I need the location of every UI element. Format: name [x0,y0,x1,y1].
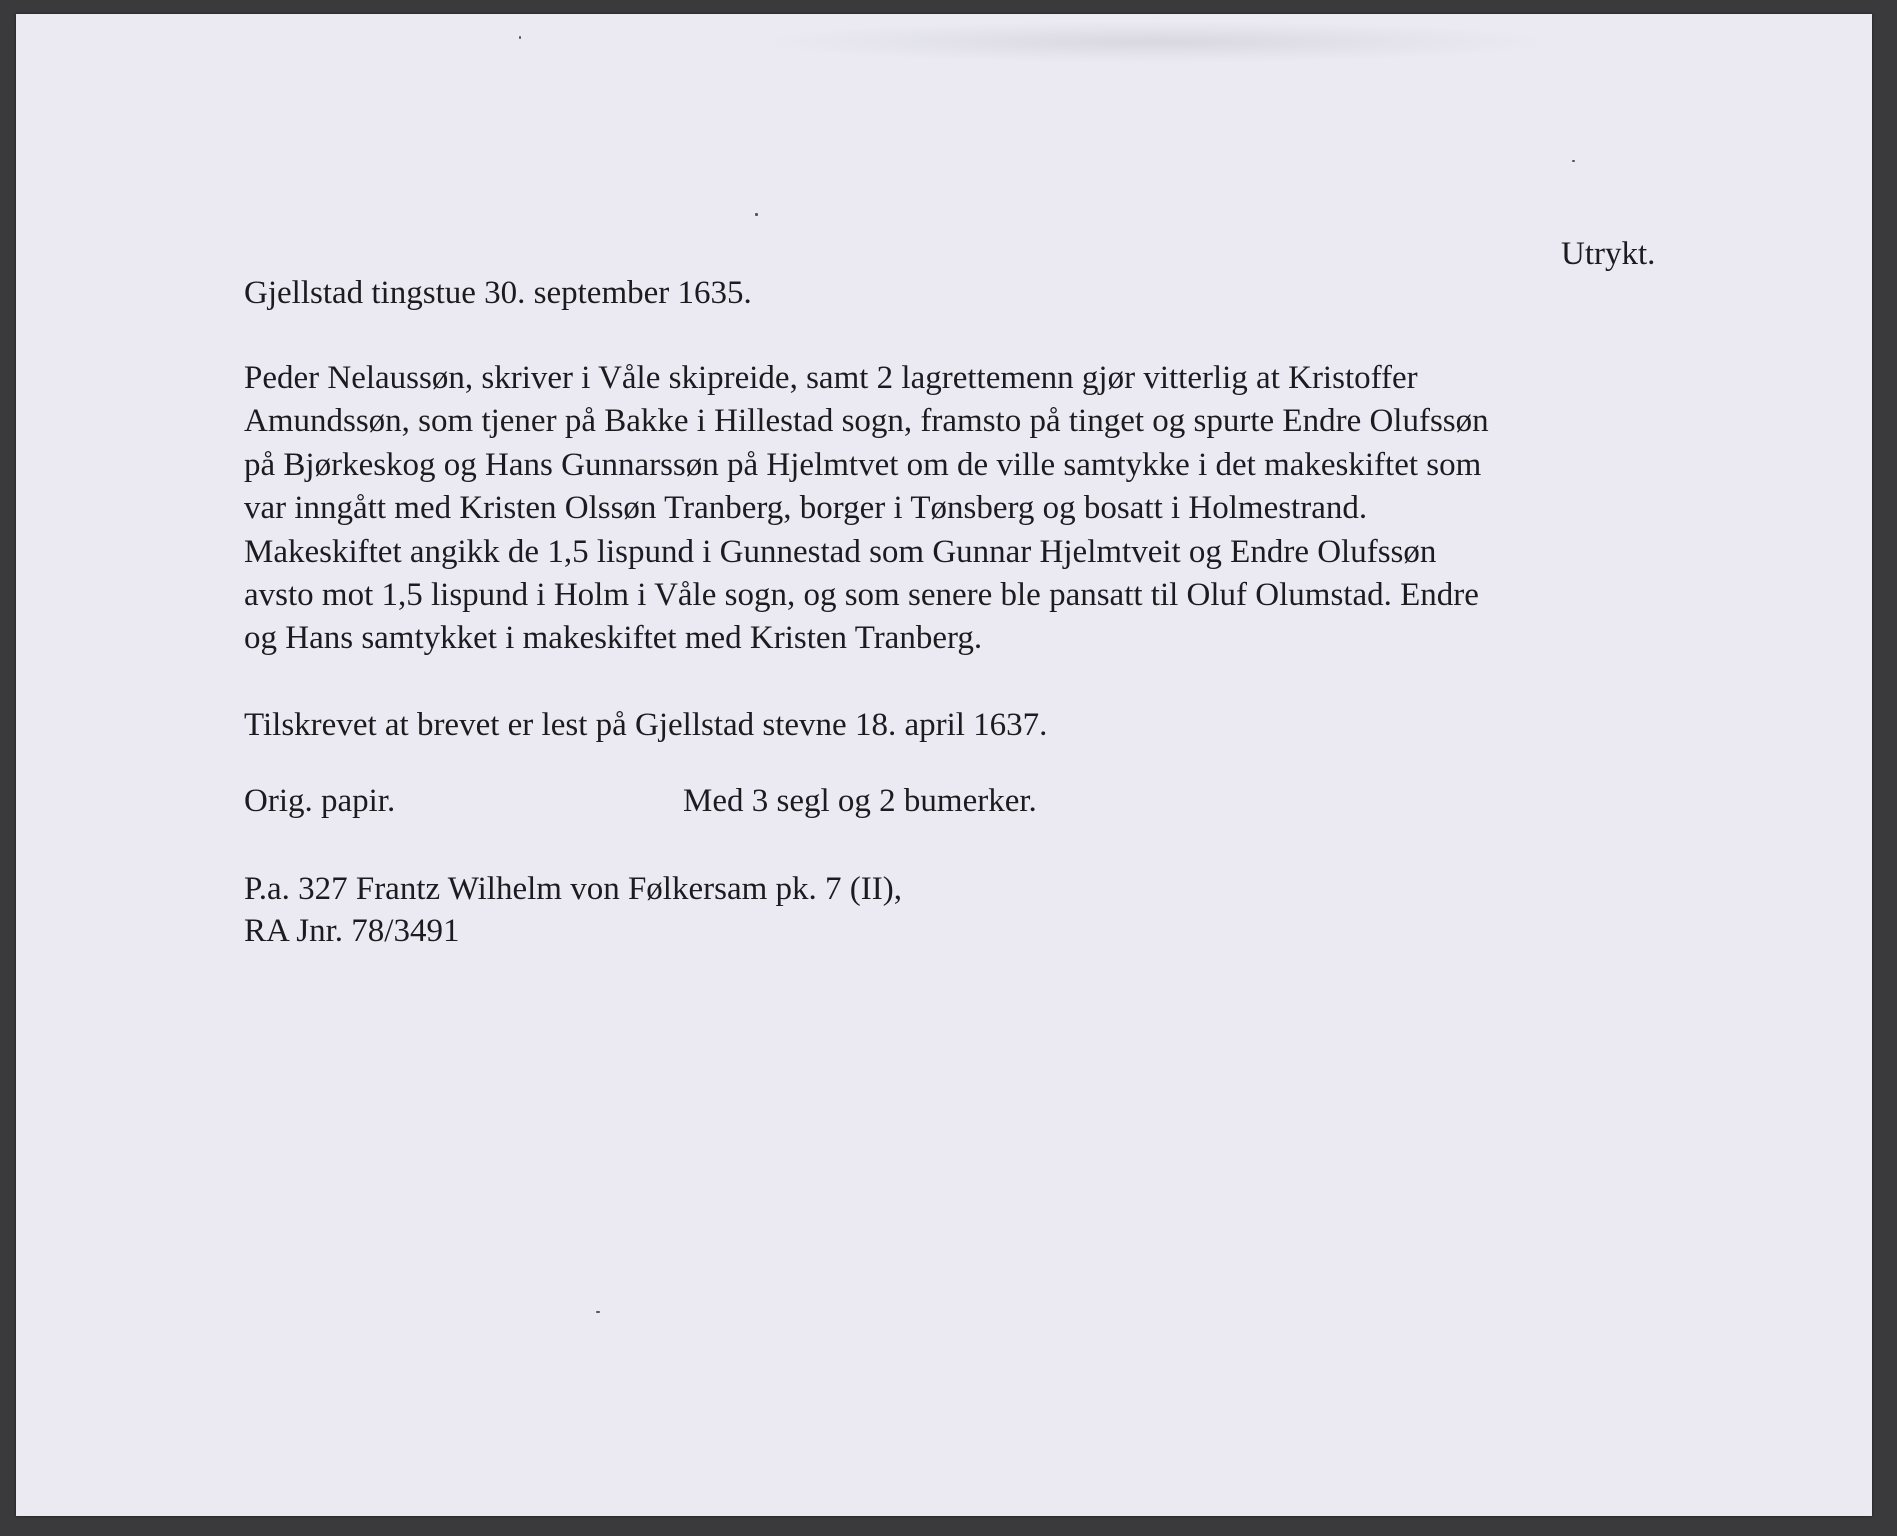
original-type: Orig. papir. [244,783,396,819]
dust-speck [1572,160,1575,162]
scan-smudge [776,22,1536,62]
body-line: Makeskiftet angikk de 1,5 lispund i Gunnestad som Gunnar Hjelmtveit og Endre Olufssøn [244,533,1437,570]
dust-speck [755,213,758,216]
body-line: på Bjørkeskog og Hans Gunnarssøn på Hjelmtvet om de ville samtykke i det makeskiftet som [244,446,1482,483]
dust-speck [519,36,521,39]
body-line: var inngått med Kristen Olssøn Tranberg, borger i Tønsberg og bosatt i Holmestrand. [244,490,1368,527]
body-paragraph [244,357,1489,661]
dust-speck [596,1311,600,1313]
status-label: Utrykt. [1561,236,1656,272]
seals-note: Med 3 segl og 2 bumerker. [683,783,1037,819]
body-line: Amundssøn, som tjener på Bakke i Hillestad sogn, framsto på tinget og spurte Endre Olufssøn [244,403,1489,440]
archive-reference: P.a. 327 Frantz Wilhelm von Følkersam pk. 7 (II), [244,871,902,907]
endorsement-note: Tilskrevet at brevet er lest på Gjellstad stevne 18. april 1637. [244,707,1048,743]
body-line: avsto mot 1,5 lispund i Holm i Våle sogn, og som senere ble pansatt til Oluf Olumstad. Endre [244,577,1479,614]
document-page [16,14,1872,1516]
body-line: Peder Nelaussøn, skriver i Våle skipreide, samt 2 lagrettemenn gjør vitterlig at Kristoffer [244,360,1418,396]
journal-number: RA Jnr. 78/3491 [244,913,460,949]
body-line: og Hans samtykket i makeskiftet med Kristen Tranberg. [244,620,983,657]
document-heading: Gjellstad tingstue 30. september 1635. [244,275,752,311]
